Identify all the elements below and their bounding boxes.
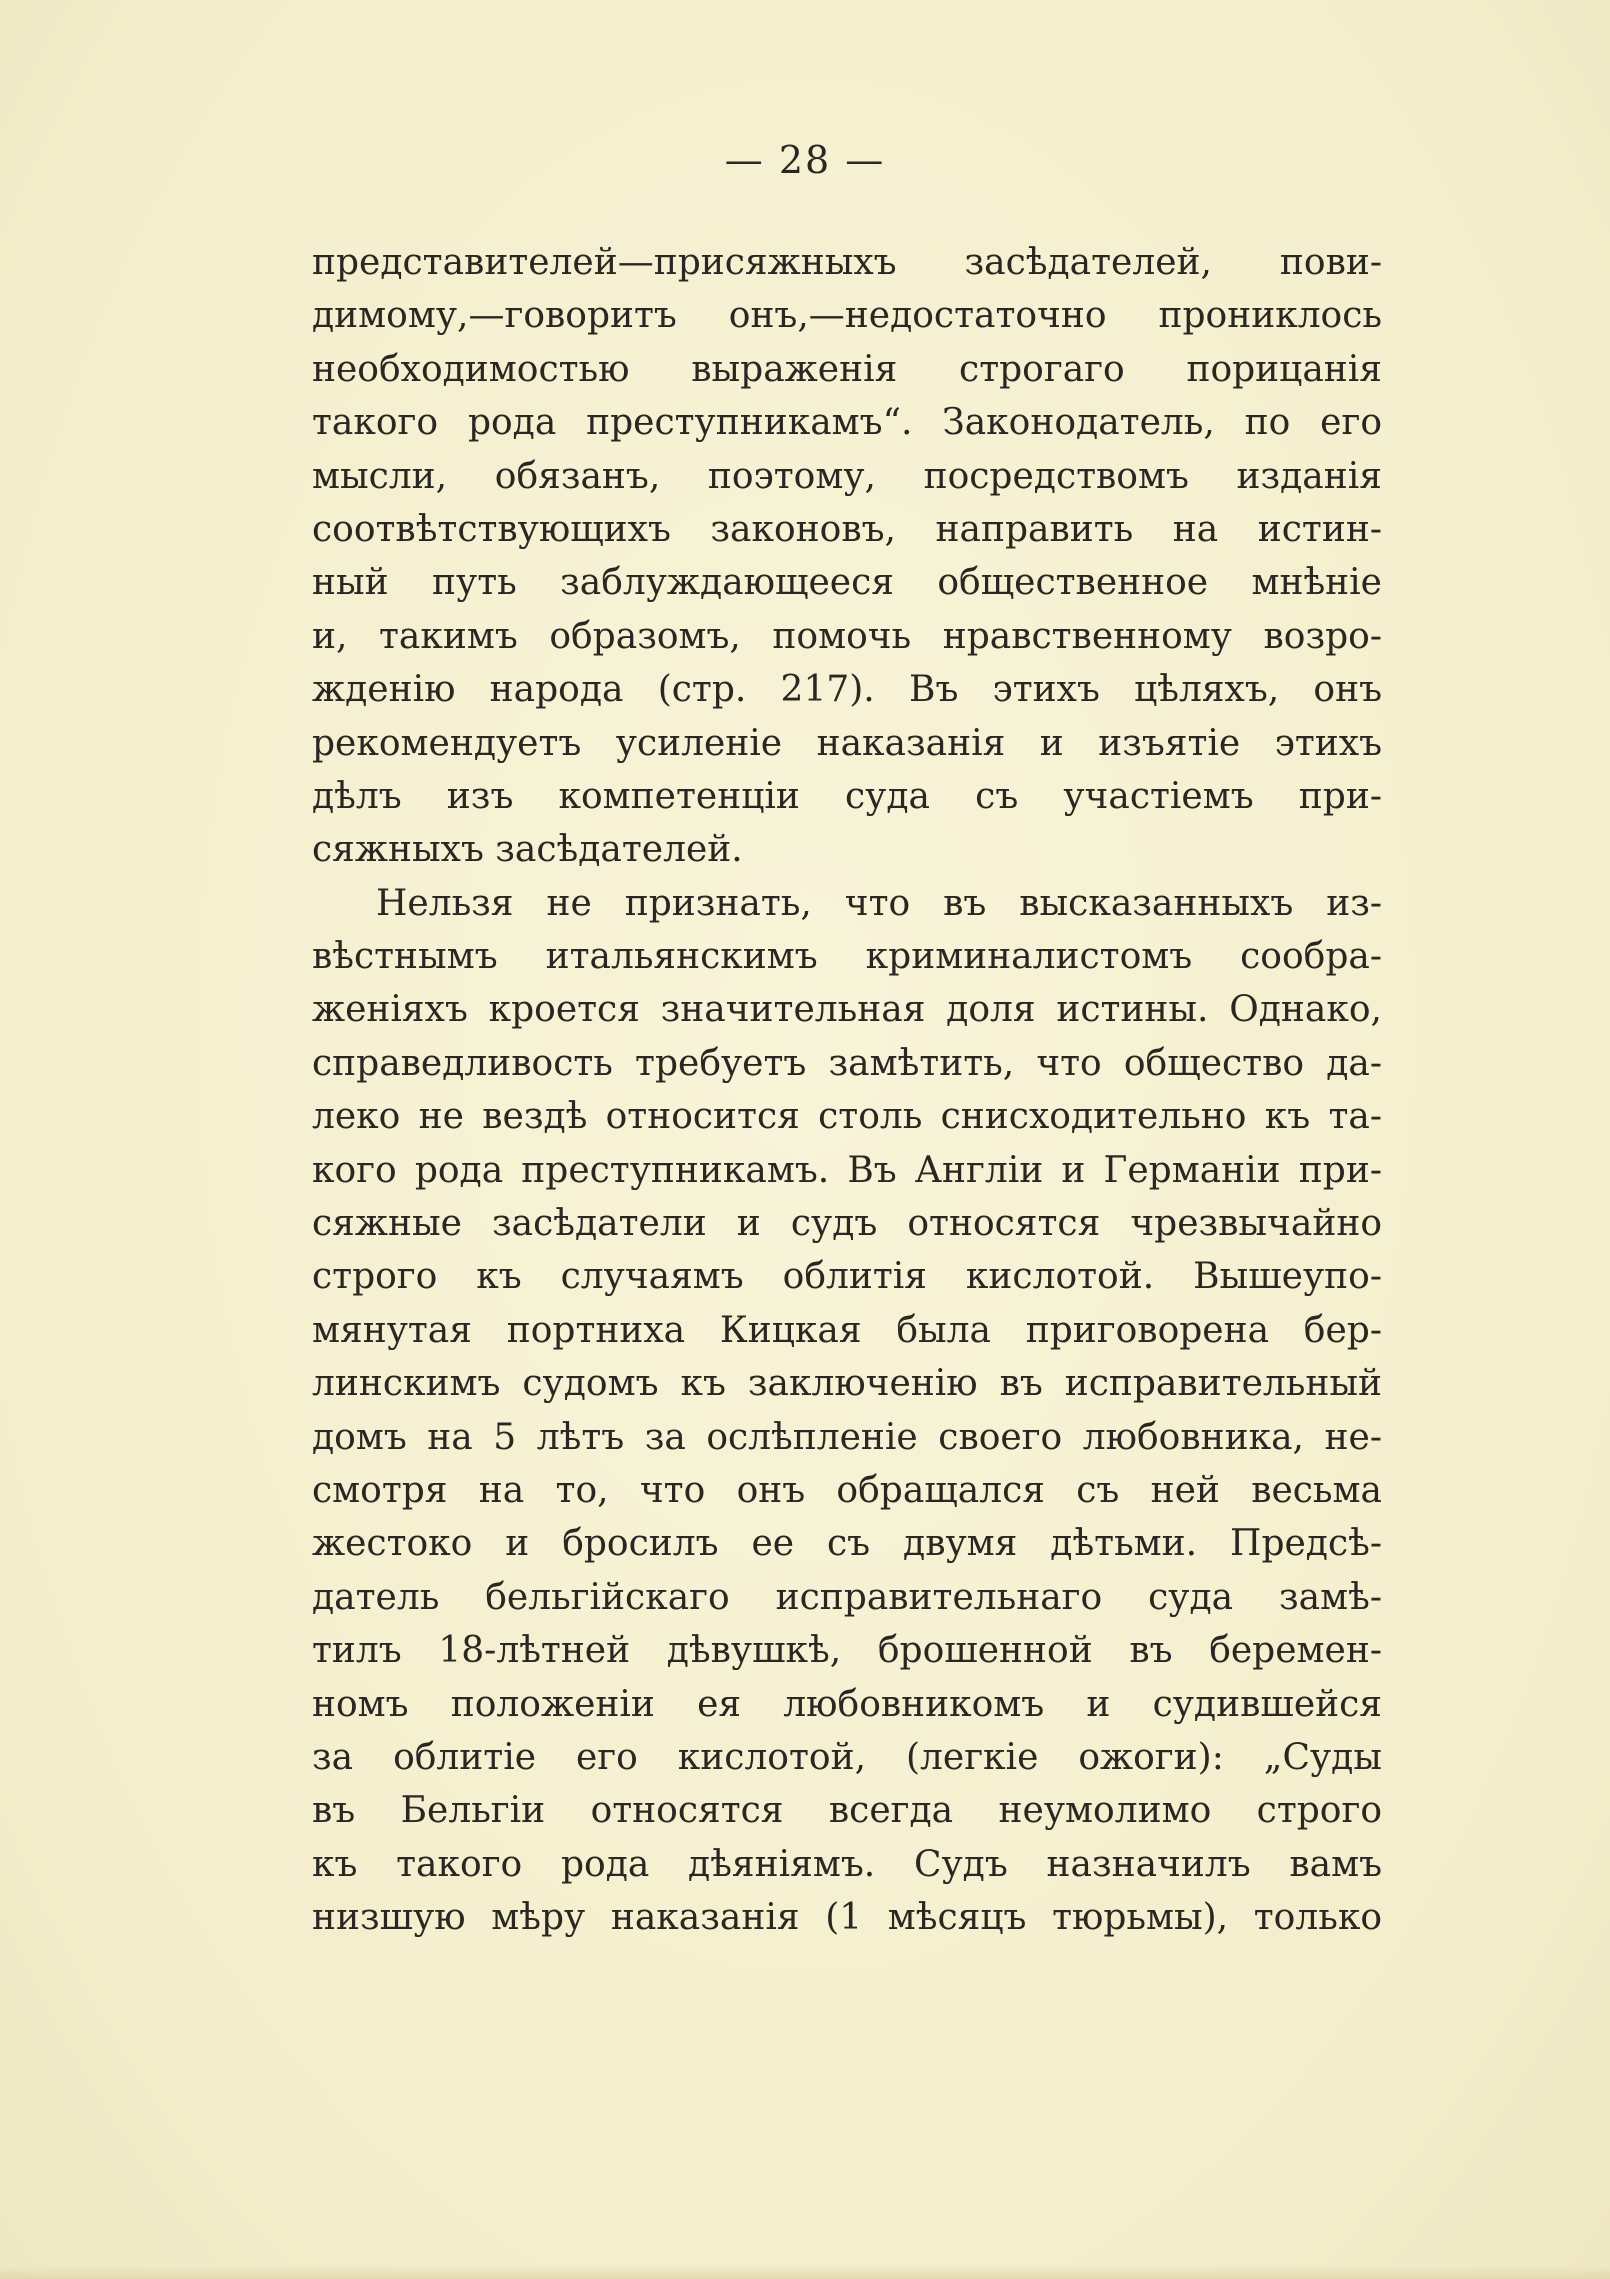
text-line: мянутая портниха Кицкая была приговорена бер-	[312, 1309, 1382, 1351]
body-text	[312, 236, 1382, 1945]
paragraph-start-line: Нельзя не признать, что въ высказанныхъ из-	[376, 882, 1382, 924]
text-line: и, такимъ образомъ, помочь нравственному возро-	[312, 615, 1382, 657]
text-line: справедливость требуетъ замѣтить, что общество да-	[312, 1042, 1382, 1084]
text-line: женіяхъ кроется значительная доля истины. Однако,	[312, 989, 1382, 1031]
text-line: вѣстнымъ итальянскимъ криминалистомъ сообра-	[312, 936, 1382, 978]
text-line: необходимостью выраженія строгаго порицанія	[312, 348, 1382, 390]
text-line: леко не вездѣ относится столь снисходительно къ та-	[312, 1096, 1382, 1138]
text-line: ный путь заблуждающееся общественное мнѣніе	[312, 562, 1382, 604]
text-line: димому,—говоритъ онъ,—недостаточно прониклось	[312, 295, 1382, 337]
page-number: — 28 —	[724, 138, 886, 182]
text-line: датель бельгійскаго исправительнаго суда замѣ-	[312, 1576, 1382, 1618]
text-line: номъ положеніи ея любовникомъ и судившейся	[312, 1683, 1382, 1725]
text-line: линскимъ судомъ къ заключенію въ исправительный	[312, 1363, 1382, 1405]
text-line: жденію народа (стр. 217). Въ этихъ цѣляхъ, онъ	[312, 669, 1382, 711]
paragraph-end-line: сяжныхъ засѣдателей.	[312, 829, 743, 871]
text-line: такого рода преступникамъ“. Законодатель, по его	[312, 402, 1382, 444]
text-line: къ такого рода дѣяніямъ. Судъ назначилъ вамъ	[312, 1843, 1382, 1885]
text-line: за облитіе его кислотой, (легкіе ожоги): „Суды	[312, 1736, 1382, 1778]
text-line: сяжные засѣдатели и судъ относятся чрезвычайно	[312, 1203, 1382, 1245]
text-line: домъ на 5 лѣтъ за ослѣпленіе своего любовника, не-	[312, 1416, 1382, 1458]
text-line: тилъ 18-лѣтней дѣвушкѣ, брошенной въ беремен-	[312, 1630, 1382, 1672]
text-line: мысли, обязанъ, поэтому, посредствомъ изданія	[312, 455, 1382, 497]
text-line: рекомендуетъ усиленіе наказанія и изъятіе этихъ	[312, 722, 1382, 764]
text-line: низшую мѣру наказанія (1 мѣсяцъ тюрьмы), только	[312, 1897, 1382, 1939]
text-line: кого рода преступникамъ. Въ Англіи и Германіи при-	[312, 1149, 1382, 1191]
text-line: въ Бельгіи относятся всегда неумолимо строго	[312, 1790, 1382, 1832]
text-line: жестоко и бросилъ ее съ двумя дѣтьми. Предсѣ-	[312, 1523, 1382, 1565]
text-line: дѣлъ изъ компетенціи суда съ участіемъ при-	[312, 775, 1382, 817]
text-line: строго къ случаямъ облитія кислотой. Вышеупо-	[312, 1256, 1382, 1298]
text-line: смотря на то, что онъ обращался съ ней весьма	[312, 1469, 1382, 1511]
text-line: представителей—присяжныхъ засѣдателей, пови-	[312, 242, 1382, 283]
page-bottom-edge	[0, 2265, 1610, 2279]
text-line: соотвѣтствующихъ законовъ, направить на истин-	[312, 508, 1382, 550]
